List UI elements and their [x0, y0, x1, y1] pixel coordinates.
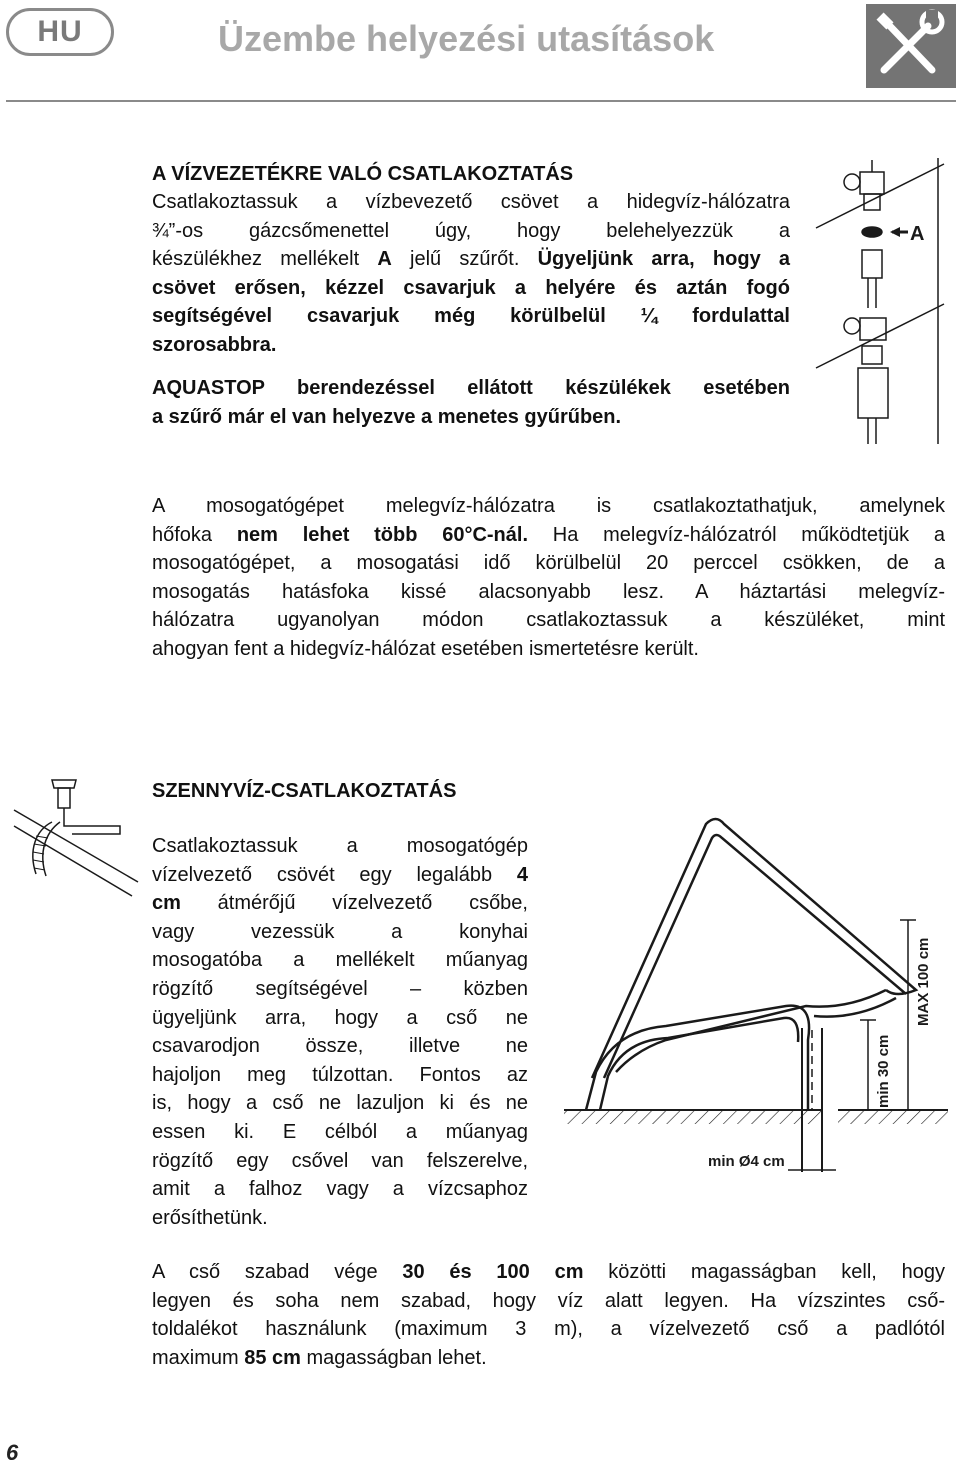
min-height-label: min 30 cm	[875, 1034, 892, 1108]
filter-label: A	[910, 223, 925, 245]
text-line: amit a falhoz vagy a vízcsaphoz	[152, 1178, 528, 1201]
aquastop-note	[152, 374, 790, 431]
min-diameter-label: min Ø4 cm	[708, 1153, 785, 1170]
text-line: vízelvezető csövét egy legalább 4	[152, 863, 528, 886]
text-line: Csatlakoztassuk a vízbevezető csövet a hidegvíz-hálózatra	[152, 191, 790, 213]
text-line: vagy vezessük a konyhai	[152, 920, 528, 943]
text-line: a szűrő már el van helyezve a menetes gyűrűben.	[152, 405, 622, 428]
text-line: hőfoka nem lehet több 60°C-nál. Ha melegvíz-hálózatról működtetjük a	[152, 523, 945, 546]
page-title: Üzembe helyezési utasítások	[218, 18, 715, 59]
water-inlet-paragraph	[152, 188, 790, 360]
text-line: Csatlakoztassuk a mosogatógép	[152, 835, 528, 857]
text-line: essen ki. E célból a műanyag	[152, 1120, 528, 1143]
header-divider	[6, 100, 956, 102]
text-line: ¾”-os gázcsőmenettel úgy, hogy belehelyezzük a	[152, 219, 790, 242]
page-number: 6	[6, 1440, 19, 1465]
text-line: ügyeljünk arra, hogy a cső ne	[152, 1006, 528, 1029]
text-line: maximum 85 cm magasságban lehet.	[152, 1346, 487, 1369]
text-line: rögzítő segítségével – közben	[152, 977, 528, 1000]
faucet-drain-illustration	[8, 770, 144, 906]
text-line: csavarodjon össze, illetve ne	[152, 1035, 528, 1058]
drain-hose-diagram	[556, 810, 956, 1180]
floor-hatching	[564, 1110, 948, 1124]
drain-paragraph	[152, 832, 528, 1232]
text-line: is, hogy a cső ne lazuljon ki és ne	[152, 1092, 528, 1115]
text-line: csövet erősen, kézzel csavarjuk a helyére és aztán fogó	[152, 276, 790, 299]
tools-badge	[866, 4, 956, 88]
text-line: A cső szabad vége 30 és 100 cm közötti magasságban kell, hogy	[152, 1261, 946, 1283]
text-line: mosogatógépet, a mosogatási idő körülbelül 20 perccel csökken, de a	[152, 552, 945, 575]
text-line: AQUASTOP berendezéssel ellátott készülékek esetében	[152, 377, 790, 399]
drain-hose	[586, 1006, 809, 1110]
text-line: cm átmérőjű vízelvezető csőbe,	[152, 892, 528, 915]
text-line: A mosogatógépet melegvíz-hálózatra is csatlakoztathatjuk, amelynek	[152, 495, 945, 517]
text-line: rögzítő egy csővel van felszerelve,	[152, 1149, 528, 1172]
max-height-label: MAX 100 cm	[915, 937, 932, 1026]
text-line: erősíthetünk.	[152, 1206, 268, 1229]
drain-standpipe	[802, 1028, 822, 1172]
text-line: készülékhez mellékelt A jelű szűrőt. Ügyeljünk arra, hogy a	[152, 248, 791, 271]
text-line: ahogyan fent a hidegvíz-hálózat esetében ismertetésre került.	[152, 637, 699, 660]
inlet-filter-illustration	[812, 158, 948, 444]
water-inlet-heading: A VÍZVEZETÉKRE VALÓ CSATLAKOZTATÁS	[152, 163, 574, 185]
text-line: mosogatás hatásfoka kissé alacsonyabb lesz. A háztartási melegvíz-	[152, 580, 945, 603]
text-line: legyen és soha nem szabad, hogy víz alatt legyen. Ha vízszintes cső-	[152, 1289, 945, 1312]
drain-heading: SZENNYVÍZ-CSATLAKOZTATÁS	[152, 780, 457, 802]
language-code: HU	[37, 15, 83, 48]
text-line: toldalékot használunk (maximum 3 m), a vízelvezető cső a padlótól	[152, 1318, 945, 1341]
drain-height-paragraph	[152, 1258, 945, 1372]
text-line: szorosabbra.	[152, 333, 277, 356]
text-line: segítségével csavarjuk még körülbelül ¼ fordulattal	[152, 305, 790, 328]
hot-water-paragraph	[152, 492, 945, 664]
language-badge	[6, 8, 114, 56]
wrench-screwdriver-icon	[866, 4, 956, 88]
text-line: hajoljon meg túlzottan. Fontos az	[152, 1063, 528, 1086]
text-line: mosogatóba a mellékelt műanyag	[152, 949, 528, 972]
text-line: hálózatra ugyanolyan módon csatlakoztassuk a készüléket, mint	[152, 609, 945, 632]
